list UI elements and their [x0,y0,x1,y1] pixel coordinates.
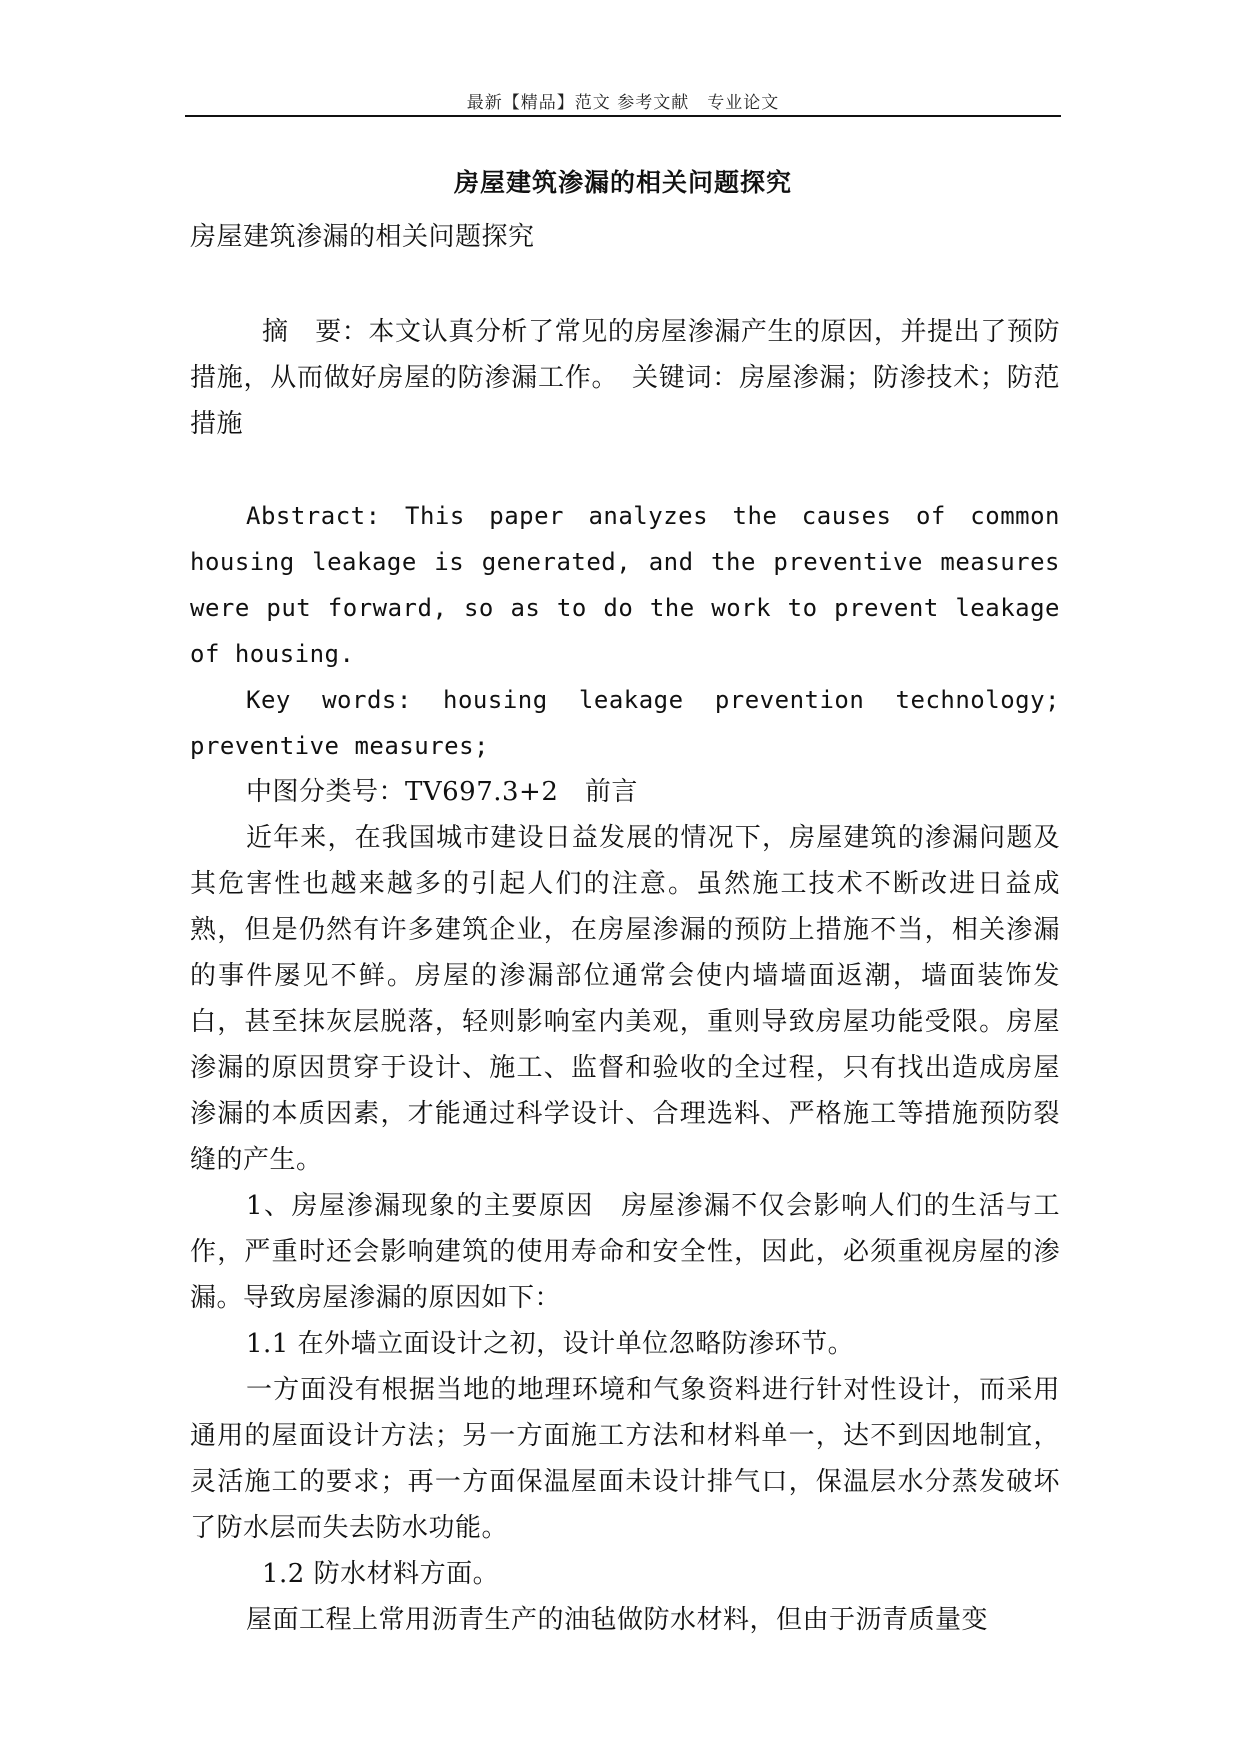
heading-1-1: 1.1 在外墙立面设计之初，设计单位忽略防渗环节。 [246,1329,855,1359]
keywords-english: Key words: housing leakage prevention technology; preventive measures; [190,686,1060,760]
spacer [190,260,1060,309]
spacer [190,447,1060,493]
document-title: 房屋建筑渗漏的相关问题探究 [453,168,792,197]
heading-1-2: 1.2 防水材料方面。 [262,1559,500,1589]
paragraph-1-1: 一方面没有根据当地的地理环境和气象资料进行针对性设计，而采用通用的屋面设计方法；另一方面施工方法和材料单一，达不到因地制宜，灵活施工的要求；再一方面保温屋面未设计排气口，保温层水分蒸发破坏了防水层而失去防水功能。 [190,1375,1060,1543]
paragraph-section-1: 1、房屋渗漏现象的主要原因 房屋渗漏不仅会影响人们的生活与工作，严重时还会影响建筑的使用寿命和安全性，因此，必须重视房屋的渗漏。导致房屋渗漏的原因如下： [190,1191,1060,1313]
document-body [190,214,1060,1643]
document-subtitle: 房屋建筑渗漏的相关问题探究 [190,222,535,252]
running-header: 最新【精品】范文 参考文献 专业论文 [466,93,780,113]
header-rule [185,115,1061,117]
abstract-chinese: 摘 要：本文认真分析了常见的房屋渗漏产生的原因，并提出了预防措施，从而做好房屋的防渗漏工作。 关键词：房屋渗漏；防渗技术；防范措施 [190,317,1060,439]
classification-line: 中图分类号：TV697.3+2 前言 [246,777,638,807]
abstract-english: Abstract: This paper analyzes the causes of common housing leakage is generated, and the preventive measures were put forward, so as to do the work to prevent leakage of housing. [190,502,1060,668]
paragraph-intro: 近年来，在我国城市建设日益发展的情况下，房屋建筑的渗漏问题及其危害性也越来越多的引起人们的注意。虽然施工技术不断改进日益成熟，但是仍然有许多建筑企业，在房屋渗漏的预防上措施不当，相关渗漏的事件屡见不鲜。房屋的渗漏部位通常会使内墙墙面返潮，墙面装饰发白，甚至抹灰层脱落，轻则影响室内美观，重则导致房屋功能受限。房屋渗漏的原因贯穿于设计、施工、监督和验收的全过程，只有找出造成房屋渗漏的本质因素，才能通过科学设计、合理选料、严格施工等措施预防裂缝的产生。 [190,823,1060,1175]
paragraph-1-2: 屋面工程上常用沥青生产的油毡做防水材料，但由于沥青质量变 [246,1605,989,1635]
